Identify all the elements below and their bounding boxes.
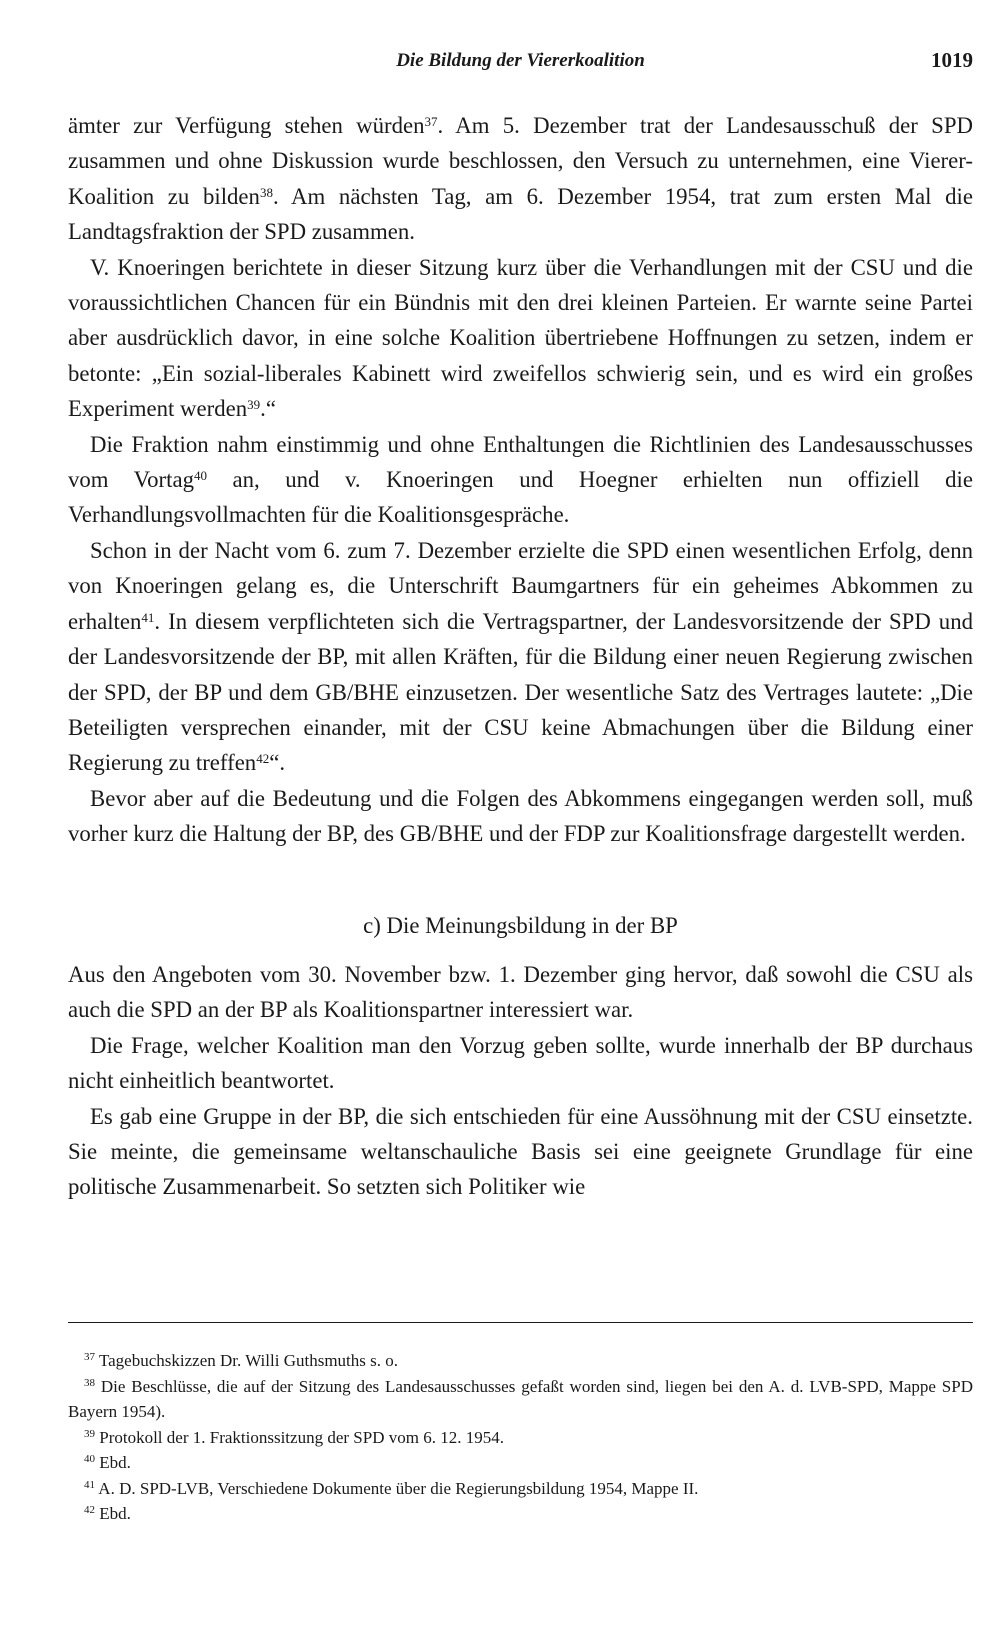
footnote-text: Ebd. xyxy=(95,1453,131,1472)
footnote-marker: 41 xyxy=(141,609,155,625)
footnote-number: 37 xyxy=(84,1350,95,1363)
footnote-number: 41 xyxy=(84,1478,95,1491)
footnote-text: Die Beschlüsse, die auf der Sitzung des Landesausschusses gefaßt worden sind, liegen bei den A. d. LVB-SPD, Mappe SPD Bayern 1954). xyxy=(68,1376,973,1421)
paragraph: ämter zur Verfügung stehen würden$^{37}$. Am 5. Dezember trat der Landesausschuß der SPD zusammen und ohne Diskussion wurde beschlossen, den Versuch zu unternehmen, eine Vierer-Koalition zu bilden$^{38}$. Am nächsten Tag, am 6. Dezember 1954, trat zum ersten Mal die Landtagsfraktion der SPD zusammen. xyxy=(68,113,974,245)
footnote-text: Ebd. xyxy=(95,1504,131,1523)
paragraph: Schon in der Nacht vom 6. zum 7. Dezember erzielte die SPD einen wesentlichen Erfolg, denn von Knoeringen gelang es, die Unterschrift Baumgartners für ein geheimes Abkommen zu erhalten$^{41}$. In diesem verpflichteten sich die Vertragspartner, der Landesvorsitzende der SPD und der Landesvorsitzende der BP, mit allen Kräften, für die Bildung einer neuen Regierung zwischen der SPD, der BP und dem GB/BHE einzusetzen. Der wesentliche Satz des Vertrages lautete: „Die Beteiligten versprechen einander, mit der CSU keine Abmachungen über die Bildung einer Regierung zu treffen$^{42}$“. xyxy=(68,537,973,776)
footnote-marker: 39 xyxy=(247,397,261,413)
paragraphs xyxy=(68,108,973,852)
footnote xyxy=(68,1425,973,1451)
footnote-marker: 40 xyxy=(194,467,207,483)
footnote xyxy=(68,1501,973,1527)
footnote xyxy=(68,1450,973,1476)
footnote xyxy=(68,1374,973,1425)
footnote-marker: 38 xyxy=(259,184,273,200)
footnote-text: Protokoll der 1. Fraktionssitzung der SPD vom 6. 12. 1954. xyxy=(95,1427,504,1447)
footnote xyxy=(68,1348,973,1374)
running-title: Die Bildung der Viererkoalition xyxy=(396,50,645,71)
footnote-text: Tagebuchskizzen Dr. Willi Guthsmuths s. o. xyxy=(95,1351,398,1370)
paragraph: Es gab eine Gruppe in der BP, die sich entschieden für eine Aussöhnung mit der CSU einsetzte. Sie meinte, die gemeinsame weltanschauliche Basis sei eine geeignete Grundlage für eine politische Zusammenarbeit. So setzten sich Politiker wie xyxy=(68,1103,973,1200)
footnotes xyxy=(68,1348,973,1527)
paragraph: Aus den Angeboten vom 30. November bzw. 1. Dezember ging hervor, daß sowohl die CSU als auch die SPD an der BP als Koalitionspartner interessiert war. xyxy=(68,961,973,1023)
section-paragraphs xyxy=(68,957,973,1205)
footnote-number: 38 xyxy=(84,1376,95,1389)
section-heading: c) Die Meinungsbildung in der BP xyxy=(363,912,678,938)
footnote-marker: 37 xyxy=(424,113,438,129)
footnote-marker: 42 xyxy=(256,751,270,767)
body-text xyxy=(68,108,973,1205)
footnote-text: A. D. SPD-LVB, Verschiedene Dokumente über die Regierungsbildung 1954, Mappe II. xyxy=(95,1478,699,1498)
footnote-number: 40 xyxy=(84,1452,95,1465)
paragraph: Bevor aber auf die Bedeutung und die Folgen des Abkommens eingegangen werden soll, muß vorher kurz die Haltung der BP, des GB/BHE und der FDP zur Koalitionsfrage dargestellt werden. xyxy=(68,785,973,847)
paragraph: Die Fraktion nahm einstimmig und ohne Enthaltungen die Richtlinien des Landesausschusses vom Vortag$^{40}$ an, und v. Knoeringen und Hoegner erhielten nun offiziell die Verhandlungsvollmachten für die Koalitionsgespräche. xyxy=(68,431,973,528)
footnote-separator xyxy=(68,1322,973,1323)
paragraph: Die Frage, welcher Koalition man den Vorzug geben sollte, wurde innerhalb der BP durchaus nicht einheitlich beantwortet. xyxy=(68,1032,973,1094)
footnote-number: 42 xyxy=(84,1503,95,1516)
page-header xyxy=(68,46,973,80)
paragraph: V. Knoeringen berichtete in dieser Sitzung kurz über die Verhandlungen mit der CSU und die voraussichtlichen Chancen für ein Bündnis mit den drei kleinen Parteien. Er warnte seine Partei aber ausdrücklich davor, in eine solche Koalition übertriebene Hoffnungen zu setzen, indem er betonte: „Ein sozial-liberales Kabinett wird zweifellos schwierig sein, und es wird ein großes Experiment werden$^{39}$.“ xyxy=(68,254,973,422)
footnote xyxy=(68,1476,973,1502)
footnote-number: 39 xyxy=(84,1427,95,1440)
page-number: 1019 xyxy=(931,48,973,72)
